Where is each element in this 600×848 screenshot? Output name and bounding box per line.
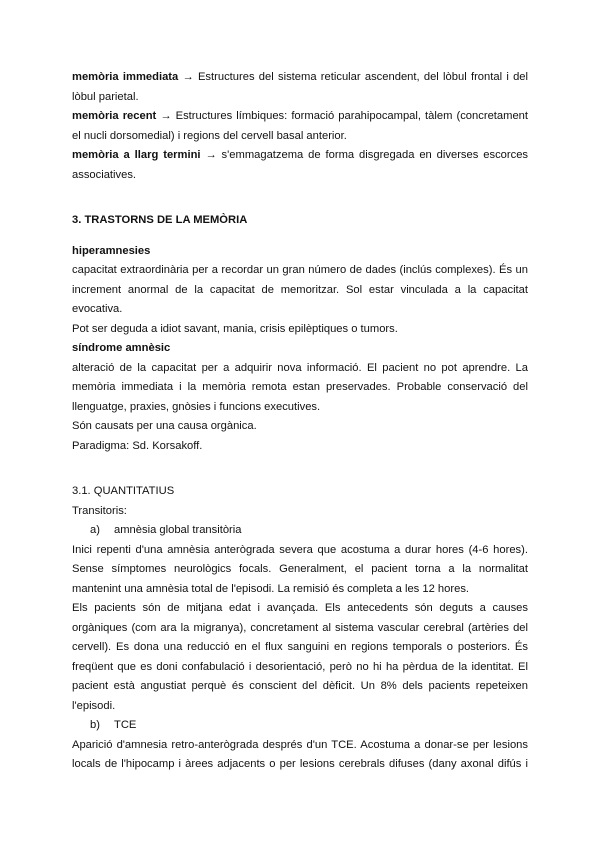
term-immediate: memòria immediata xyxy=(72,71,179,83)
para-line: pacient està angustiat perquè és conscient del dèficit. Un 8% dels pacients repeteixen xyxy=(72,680,528,692)
hyper-line: evocativa. xyxy=(72,303,123,315)
para-line: Aparició d'amnesia retro-anterògrada després d'un TCE. Acostuma a donar-se per lesions xyxy=(72,738,528,751)
list-marker: a) xyxy=(90,524,100,536)
transitoris-label: Transitoris: xyxy=(72,504,127,517)
para-line: Els pacients són de mitjana edat i avançada. Els antecedents són deguts a causes xyxy=(72,602,528,614)
list-item-a xyxy=(72,521,528,541)
amnesic-line: memòria immediata i la memòria remota estan preservades. Probable conservació del xyxy=(72,381,528,393)
hyper-line: capacitat extraordinària per a recordar un gran número de dades (inclús complexes). És un xyxy=(72,264,528,276)
para-line: cervell). Es dona una reducció en el flux sanguini en regions temporals o posteriors. És xyxy=(72,641,528,653)
amnesic-line: alteració de la capacitat per a adquirir nova informació. El pacient no pot aprendre. La xyxy=(72,361,528,374)
text: s'emmagatzema de forma disgregada en diverses escorces xyxy=(216,149,528,161)
arrow: → xyxy=(205,149,217,161)
hyperamnesia-heading xyxy=(72,242,528,262)
memory-recent-line-2: el nucli dorsomedial) i regions del cervell basal anterior. xyxy=(72,129,347,142)
list-label: amnèsia global transitòria xyxy=(114,524,242,536)
list-item-b xyxy=(72,716,528,736)
section-3-1-title: 3.1. QUANTITATIUS xyxy=(72,485,175,497)
amnesic-syndrome-heading xyxy=(72,339,528,359)
amnesic-line: Són causats per una causa orgànica. xyxy=(72,420,257,432)
amnesic-line: llenguatge, praxies, gnòsies i funcions executives. xyxy=(72,400,321,413)
heading-text: síndrome amnèsic xyxy=(72,342,171,354)
heading-text: 3. TRASTORNS DE LA MEMÒRIA xyxy=(72,214,248,226)
amnesic-line: Paradigma: Sd. Korsakoff. xyxy=(72,439,203,452)
para-line: freqüent que es doni confabulació i desorientació, però no hi ha pèrdua de la identitat. El xyxy=(72,660,528,673)
term-recent: memòria recent xyxy=(72,110,157,122)
para-line: orgàniques (com ara la migranya), concretament al sistema vascular cerebral (artèries del xyxy=(72,621,528,634)
text: Estructures límbiques: formació parahipocampal, tàlem (concretament xyxy=(171,110,528,122)
hyper-line: Pot ser deguda a idiot savant, mania, crisis epilèptiques o tumors. xyxy=(72,322,398,335)
heading-text: hiperamnesies xyxy=(72,244,151,257)
document-page xyxy=(72,68,528,775)
term-long: memòria a llarg termini xyxy=(72,149,201,161)
arrow: → xyxy=(160,110,172,122)
hyper-line: increment anormal de la capacitat de memoritzar. Sol estar vinculada a la capacitat xyxy=(72,283,528,296)
section-3-title xyxy=(72,211,528,231)
list-label: TCE xyxy=(114,719,137,731)
text: Estructures del sistema reticular ascendent, del lòbul frontal i del xyxy=(193,71,528,83)
memory-long-line-2: associatives. xyxy=(72,168,137,181)
para-line: mantenint una amnèsia total de l'episodi. La remisió és completa a les 12 hores. xyxy=(72,582,470,595)
para-line: Inici repenti d'una amnèsia anterògrada severa que acostuma a durar hores (4-6 hores). xyxy=(72,543,528,556)
memory-immediate-line-2: lòbul parietal. xyxy=(72,90,139,103)
memory-immediate-line-1 xyxy=(72,68,528,88)
memory-recent-line-1 xyxy=(72,107,528,127)
list-marker: b) xyxy=(90,719,100,731)
arrow: → xyxy=(182,71,194,83)
para-line: locals de l'hipocamp i àrees adjacents o per lesions cerebrals difuses (dany axonal difús i xyxy=(72,758,528,770)
memory-long-line-1 xyxy=(72,146,528,166)
para-line: l'episodi. xyxy=(72,699,116,712)
para-line: Sense símptomes neurològics focals. Generalment, el pacient torna a la normalitat xyxy=(72,563,528,575)
